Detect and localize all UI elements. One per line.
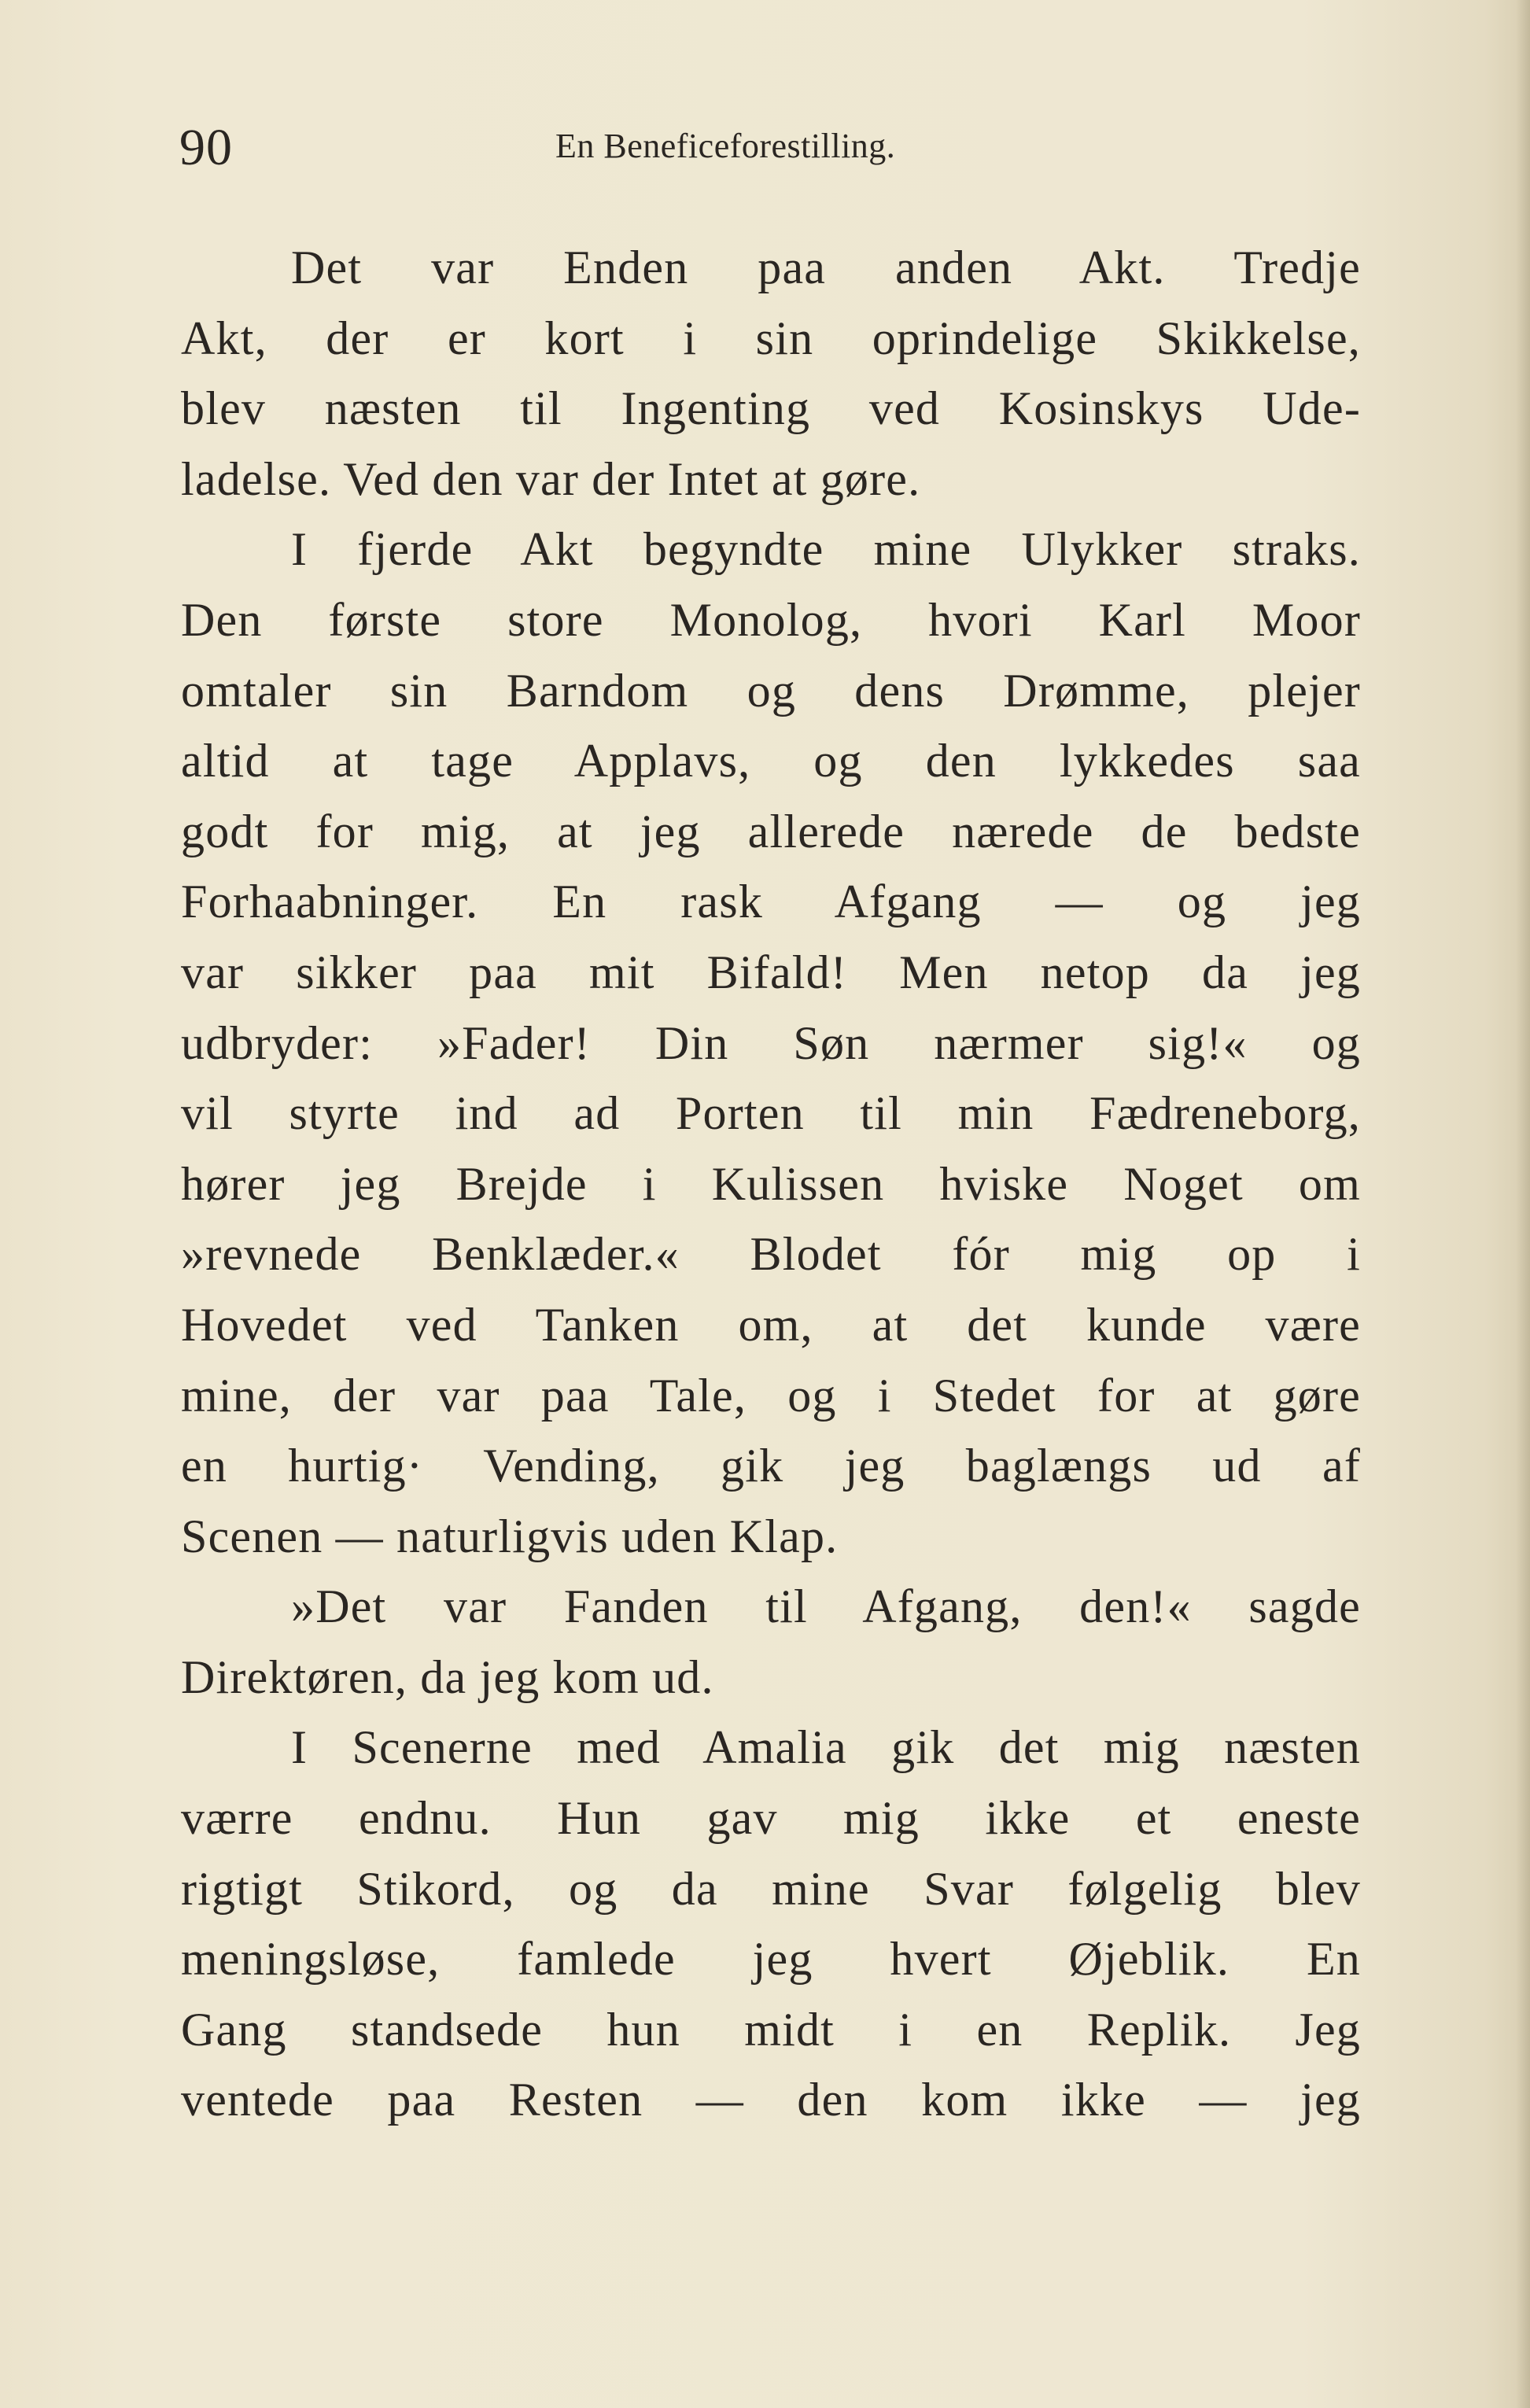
text-line: Scenen — naturligvis uden Klap. [181, 1510, 839, 1562]
text-line: mine, der var paa Tale, og i Stedet for at gøre [181, 1369, 1361, 1422]
text-line: værre endnu. Hun gav mig ikke et eneste [181, 1792, 1361, 1845]
text-line: Den første store Monolog, hvori Karl Moor [181, 593, 1361, 646]
text-line: var sikker paa mit Bifald! Men netop da jeg [181, 946, 1361, 998]
page-number: 90 [179, 119, 233, 176]
text-line: Direktøren, da jeg kom ud. [181, 1650, 714, 1703]
text-line: omtaler sin Barndom og dens Drømme, plejer [181, 664, 1361, 717]
text-line: vil styrte ind ad Porten til min Fædreneborg, [181, 1087, 1361, 1140]
text-line: udbryder: »Fader! Din Søn nærmer sig!« og [181, 1016, 1361, 1069]
text-line: blev næsten til Ingenting ved Kosinskys Ude- [181, 382, 1361, 435]
text-line: I fjerde Akt begyndte mine Ulykker straks. [291, 523, 1361, 576]
text-line: hører jeg Brejde i Kulissen hviske Noget om [181, 1157, 1361, 1210]
text-line: rigtigt Stikord, og da mine Svar følgelig blev [181, 1862, 1361, 1915]
text-line: altid at tage Applavs, og den lykkedes saa [181, 735, 1361, 787]
running-head [179, 116, 1375, 179]
text-line: Hovedet ved Tanken om, at det kunde være [181, 1298, 1361, 1351]
text-line: »revnede Benklæder.« Blodet fór mig op i [181, 1228, 1361, 1281]
running-title: En Beneficeforestilling. [555, 127, 896, 165]
body-text [181, 233, 1361, 2136]
text-line: ventede paa Resten — den kom ikke — jeg [181, 2074, 1361, 2126]
text-line: Forhaabninger. En rask Afgang — og jeg [181, 876, 1361, 928]
text-line: Det var Enden paa anden Akt. Tredje [291, 242, 1361, 293]
text-line: meningsløse, famlede jeg hvert Øjeblik. En [181, 1933, 1361, 1986]
text-line: I Scenerne med Amalia gik det mig næsten [291, 1721, 1361, 1774]
text-line: Gang standsede hun midt i en Replik. Jeg [181, 2003, 1361, 2056]
page-edge-shadow [1516, 0, 1530, 2408]
text-line: Akt, der er kort i sin oprindelige Skikkelse, [181, 312, 1361, 364]
text-line: ladelse. Ved den var der Intet at gøre. [181, 452, 921, 505]
text-line: godt for mig, at jeg allerede nærede de bedste [181, 805, 1361, 857]
text-line: »Det var Fanden til Afgang, den!« sagde [291, 1580, 1361, 1633]
text-line: en hurtig· Vending, gik jeg baglængs ud af [181, 1440, 1361, 1492]
